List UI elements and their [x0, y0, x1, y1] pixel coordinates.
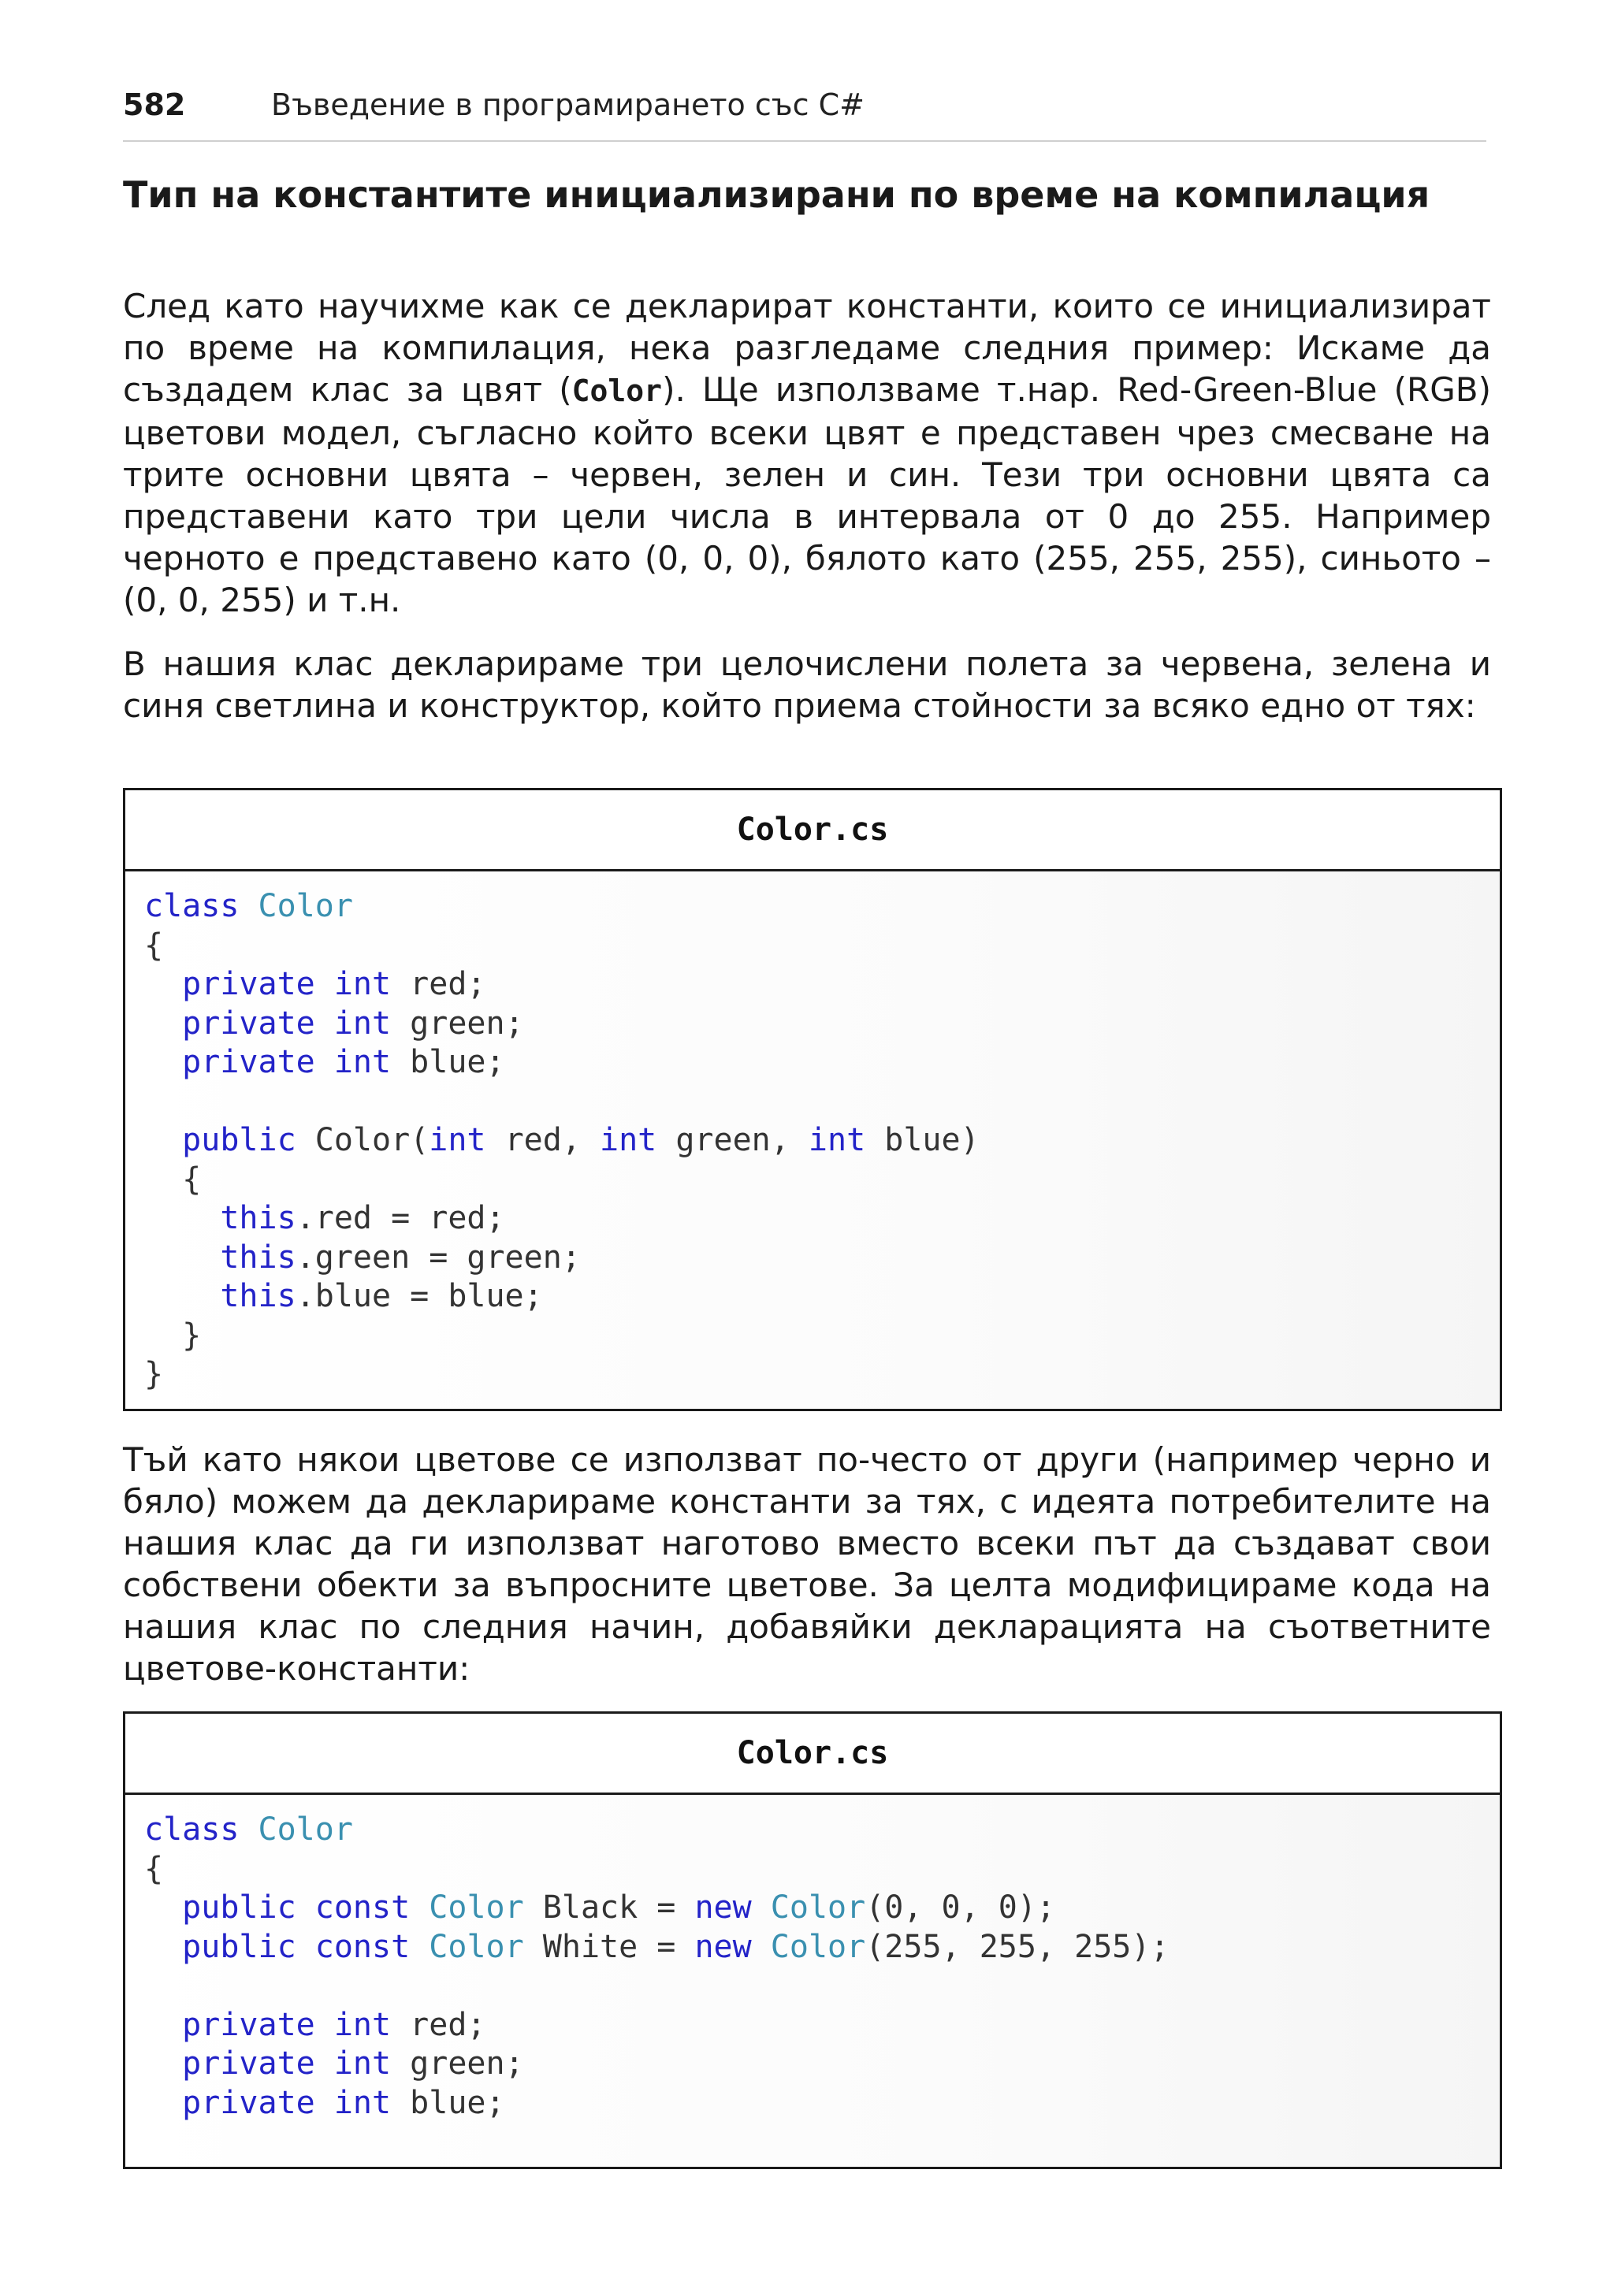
- paragraph-rgb-intro: [123, 285, 1491, 621]
- code-token: public: [182, 1889, 296, 1926]
- code-token: this: [220, 1278, 296, 1314]
- code-token: class: [144, 1811, 240, 1848]
- paragraph-text: След като научихме как се декларират константи, които се инициализират по време на компилация, нека разгледаме следния пример: Искаме да създадем клас за цвят (: [123, 287, 1491, 409]
- code-token: red;: [391, 966, 486, 1002]
- code-token: {: [182, 1161, 202, 1198]
- code-token: red;: [391, 2006, 486, 2043]
- code-listing-1: [123, 788, 1502, 1411]
- code-token: public: [182, 1122, 296, 1158]
- code-token: int: [333, 2045, 392, 2082]
- paragraph-constants-intro: Тъй като някои цветове се използват по-често от други (например черно и бяло) можем да декларираме константи за тях, с идеята потребителите на нашия клас да ги използват наготово вместо всеки път да създават свои собствени обекти за въпросните цветове. За целта модифицираме кода на нашия клас по следния начин, добавяйки декларацията на съответните цветове-константи:: [123, 1440, 1491, 1688]
- code-token: red,: [485, 1122, 600, 1158]
- code-token: .green = green;: [296, 1239, 581, 1276]
- page-number: 582: [123, 87, 186, 122]
- code-token: int: [429, 1122, 486, 1158]
- code-token: private: [182, 2045, 315, 2082]
- code-token: int: [333, 2006, 392, 2043]
- code-listing-2: [123, 1711, 1502, 2169]
- code-token: Color: [258, 1811, 353, 1848]
- code-token: int: [333, 1044, 392, 1080]
- code-token: class: [144, 888, 240, 924]
- code-token: private: [182, 1044, 315, 1080]
- code-token: {: [144, 927, 164, 964]
- code-token: Color: [429, 1889, 524, 1926]
- code-token: blue;: [391, 2084, 505, 2121]
- code-token: (255, 255, 255);: [865, 1928, 1170, 1965]
- code-token: Color(: [296, 1122, 430, 1158]
- inline-code-color: Color: [571, 373, 663, 408]
- paragraph-fields-intro: В нашия клас декларираме три целочислени полета за червена, зелена и синя светлина и конструктор, който приема стойности за всяко едно от тях:: [123, 645, 1491, 725]
- code-token: Color: [770, 1928, 866, 1965]
- code-token: const: [314, 1928, 411, 1965]
- code-token: green;: [391, 2045, 524, 2082]
- code-token: private: [182, 2084, 315, 2121]
- code-token: Color: [770, 1889, 866, 1926]
- code-token: .red = red;: [296, 1200, 505, 1236]
- code-token: }: [144, 1356, 164, 1392]
- code-token: Color: [429, 1928, 524, 1965]
- code-token: int: [333, 2084, 392, 2121]
- code-token: private: [182, 2006, 315, 2043]
- code-token: private: [182, 966, 315, 1002]
- code-token: .blue = blue;: [296, 1278, 543, 1314]
- code-token: new: [694, 1928, 752, 1965]
- code-token: (0, 0, 0);: [865, 1889, 1056, 1926]
- code-token: const: [314, 1889, 411, 1926]
- code-token: }: [182, 1317, 202, 1354]
- book-title: Въведение в програмирането със C#: [271, 87, 865, 122]
- page-header: [123, 85, 1486, 142]
- code-token: blue): [865, 1122, 980, 1158]
- code-token: green;: [391, 1005, 524, 1042]
- code-token: int: [333, 966, 392, 1002]
- code-token: int: [808, 1122, 866, 1158]
- code-token: Black =: [523, 1889, 695, 1926]
- code-token: this: [220, 1239, 296, 1276]
- code-token: {: [144, 1850, 164, 1887]
- code-token: new: [694, 1889, 752, 1926]
- code-listing-title: Color.cs: [125, 1714, 1500, 1795]
- section-heading: Тип на константите инициализирани по време на компилация: [123, 173, 1430, 216]
- code-token: blue;: [391, 1044, 505, 1080]
- code-token: green,: [656, 1122, 809, 1158]
- code-token: int: [600, 1122, 657, 1158]
- code-listing-body: [125, 1795, 1500, 2167]
- paragraph-text: ). Ще използваме т.нар. Red-Green-Blue (RGB) цветови модел, съгласно който всеки цвят е представен чрез смесване на трите основни цвята – червен, зелен и син. Тези три основни цвята са представени като три цели числа в интервала от 0 до 255. Например черното е представено като (0, 0, 0), бялото като (255, 255, 255), синьото – (0, 0, 255) и т.н.: [123, 370, 1491, 619]
- code-token: int: [333, 1005, 392, 1042]
- code-token: White =: [523, 1928, 695, 1965]
- code-token: Color: [258, 888, 353, 924]
- code-token: public: [182, 1928, 296, 1965]
- code-token: private: [182, 1005, 315, 1042]
- code-listing-body: [125, 871, 1500, 1409]
- code-token: this: [220, 1200, 296, 1236]
- code-listing-title: Color.cs: [125, 790, 1500, 871]
